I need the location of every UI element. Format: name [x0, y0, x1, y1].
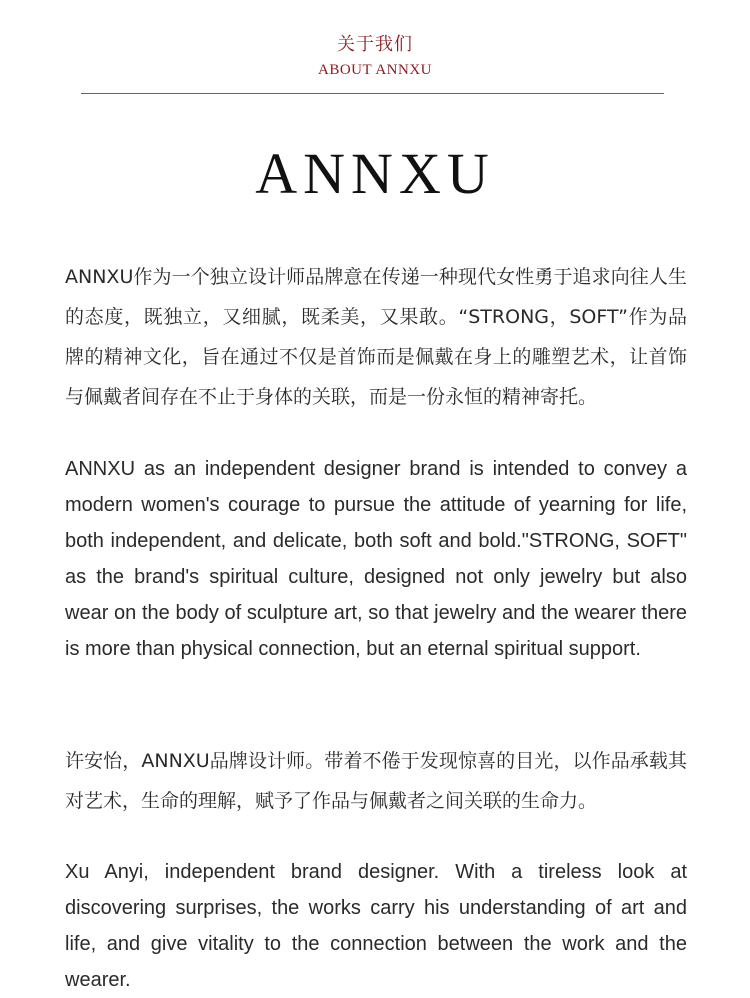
designer-bio-cn: 许安怡，ANNXU品牌设计师。带着不倦于发现惊喜的目光，以作品承载其对艺术，生命的理解，赋予了作品与佩戴者之间关联的生命力。: [65, 750, 687, 812]
brand-intro-cn: ANNXU作为一个独立设计师品牌意在传递一种现代女性勇于追求向往人生的态度，既独立，又细腻，既柔美，又果敢。“STRONG，SOFT”作为品牌的精神文化，旨在通过不仅是首饰而是佩戴在身上的雕塑艺术，让首饰与佩戴者间存在不止于身体的关联，而是一份永恒的精神寄托。: [65, 266, 687, 408]
header-divider: [81, 93, 664, 94]
brand-intro-en: ANNXU as an independent designer brand is intended to convey a modern women's courage to pursue the attitude of yearning for life, both independent, and delicate, both soft and bold."STRONG, SOFT" as the brand's spiritual culture, designed not only jewelry but also wear on the body of sculpture art, so that jewelry and the wearer there is more than physical connection, but an eternal spiritual support.: [65, 458, 687, 660]
brand-logo: ANNXU: [255, 141, 495, 206]
designer-bio-en: Xu Anyi, independent brand designer. With a tireless look at discovering surprises, the works carry his understanding of art and life, and give vitality to the connection between the work and the wearer.: [65, 861, 687, 991]
section-title-cn: 关于我们: [337, 34, 413, 55]
section-title-en: ABOUT ANNXU: [318, 62, 432, 78]
